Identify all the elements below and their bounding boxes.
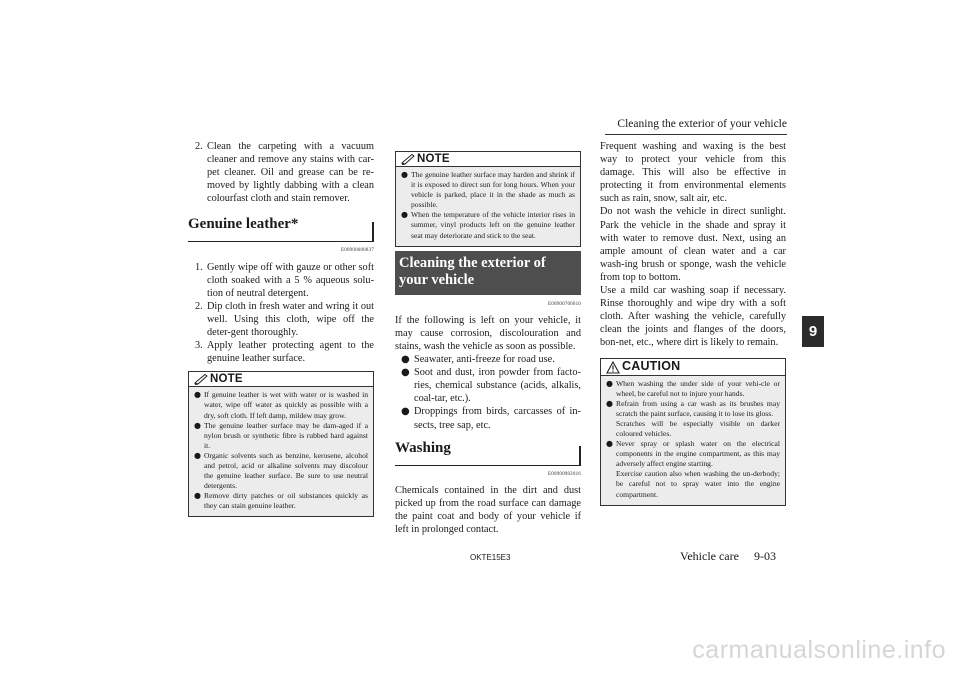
caution-label: CAUTION [622, 358, 681, 373]
caution-box-washing [600, 358, 786, 506]
list-item: ● Never spray or splash water on the electrical components in the engine compartment, as this may adversely affect engine starting. Exercise caution also when washing the un-derbody; be careful not to spray water into the engine compartment. [606, 439, 780, 499]
note-pencil-icon [401, 154, 415, 165]
watermark: carmanualsonline.info [692, 636, 946, 664]
section-heading-genuine-leather [188, 214, 374, 242]
list-item: ● When the temperature of the vehicle interior rises in summer, vinyl products left on the genuine leather seat may deteriorate and stick to the seat. [401, 210, 575, 240]
paragraph: Frequent washing and waxing is the best way to protect your vehicle from this damage. This will also be effective in protecting it from environmental elements such as rain, snow, salt air, etc. [600, 141, 786, 205]
list-item: ● Refrain from using a car wash as its brushes may scratch the paint surface, causing it to lose its gloss. Scratches will be especially visible on darker coloured vehicles. [606, 398, 780, 438]
bullet-icon: ● [194, 390, 201, 400]
exterior-intro: If the following is left on your vehicle, it may cause corrosion, discolouration and stains, wash the vehicle as soon as possible. [395, 314, 581, 352]
bullet-icon: ● [606, 398, 613, 408]
footer-manual-code: OKTE15E3 [470, 553, 511, 562]
note-label: NOTE [210, 373, 243, 386]
washing-text: Chemicals contained in the dirt and dust picked up from the road surface can damage the paint coat and body of your vehicle if left in prolonged contact. [395, 484, 581, 535]
list-item: 1. Gently wipe off with gauze or other soft cloth soaked with a 5 % aqueous solu-tion of neutral detergent. [195, 261, 374, 299]
section-code: E00900600837 [341, 248, 374, 254]
list-item: ● Soot and dust, iron powder from facto-ries, chemical substance (acids, alkalis, coal-tar, etc.). [401, 367, 581, 405]
footer-section-name: Vehicle care [680, 549, 739, 563]
bullet-icon: ● [401, 406, 410, 418]
header-title: Cleaning the exterior of your vehicle [617, 118, 787, 130]
header-rule [605, 134, 787, 135]
section-code: E00900902016 [548, 471, 581, 477]
list-item: ● The genuine leather surface may harden and shrink if it is exposed to direct sun for long hours. When your vehicle is parked, place it in the shade as much as possible. [401, 170, 575, 210]
column-middle [395, 151, 581, 536]
warning-triangle-icon [606, 361, 620, 374]
caution-header [601, 359, 785, 376]
leather-step-list [188, 261, 374, 366]
heading-bar [579, 446, 581, 466]
heading-text: Genuine leather* [188, 216, 299, 233]
paragraph: Use a mild car washing soap if necessary. Rinse thoroughly and wipe dry with a soft cloth. After washing the vehicle, carefully clean the joints and flanges of the doors, bon-net, etc., where dirt is likely to remain. [600, 285, 786, 349]
note-pencil-icon [194, 374, 208, 385]
bullet-icon: ● [194, 450, 201, 460]
note-box-leather [188, 371, 374, 517]
banner-title: Cleaning the exterior of your vehicle [399, 254, 546, 288]
list-item: 3. Apply leather protecting agent to the genuine leather surface. [195, 340, 374, 365]
bullet-icon: ● [606, 439, 613, 449]
note-header [396, 152, 580, 167]
bullet-icon: ● [401, 354, 410, 366]
list-item: ● When washing the under side of your vehi-cle or wheel, be careful not to injure your hands. [606, 378, 780, 398]
list-item: ● Droppings from birds, carcasses of in-sects, tree sap, etc. [401, 406, 581, 431]
heading-bar [372, 222, 374, 242]
section-code: E00900700010 [548, 301, 581, 307]
section-heading-washing [395, 438, 581, 466]
section-banner-cleaning-exterior [395, 251, 581, 295]
list-item: ● Organic solvents such as benzine, kerosene, alcohol and petrol, acid or alkaline solvents may discolour the genuine leather surface. Be sure to use neutral detergents. [194, 450, 368, 491]
list-item: 2. Clean the carpeting with a vacuum cleaner and remove any stains with car-pet cleaner. Oil and grease can be re-moved by lightly dabbing with a clean colourfast cloth and stain remover. [195, 141, 374, 205]
column-right [600, 140, 786, 506]
list-item: ● The genuine leather surface may be dam-aged if a nylon brush or synthetic fibre is rubbed hard against it. [194, 420, 368, 450]
heading-text: Washing [395, 439, 451, 456]
note-box-sun [395, 151, 581, 247]
column-left [188, 140, 374, 517]
bullet-icon: ● [194, 491, 201, 501]
footer-page-number: 9-03 [754, 549, 776, 563]
note-body [396, 167, 580, 246]
bullet-icon: ● [401, 170, 408, 179]
list-item: ● If genuine leather is wet with water or is washed in water, wipe off water as quickly as possible with a dry, soft cloth. If left damp, mildew may grow. [194, 390, 368, 420]
list-item: ● Seawater, anti-freeze for road use. [401, 354, 555, 366]
chapter-tab[interactable]: 9 [802, 316, 824, 347]
caution-body [601, 376, 785, 505]
bullet-icon: ● [401, 210, 408, 220]
bullet-icon: ● [194, 420, 201, 430]
paragraph: Do not wash the vehicle in direct sunlight. Park the vehicle in the shade and spray it with water to remove dust. Next, using an ample amount of clean water and a car wash-ing brush or sponge, wash the vehicle from top to bottom. [600, 206, 786, 283]
carpet-step-list [188, 140, 374, 205]
note-body [189, 387, 373, 516]
bullet-icon: ● [401, 367, 410, 379]
contaminant-list [395, 353, 581, 432]
list-item: ● Remove dirty patches or oil substances quickly as they can stain genuine leather. [194, 491, 368, 511]
list-item: 2. Dip cloth in fresh water and wring it out well. Using this cloth, wipe off the deter-gent thoroughly. [195, 300, 374, 339]
note-label: NOTE [417, 153, 450, 165]
running-header [605, 118, 787, 134]
bullet-icon: ● [606, 378, 613, 388]
note-header [189, 372, 373, 387]
